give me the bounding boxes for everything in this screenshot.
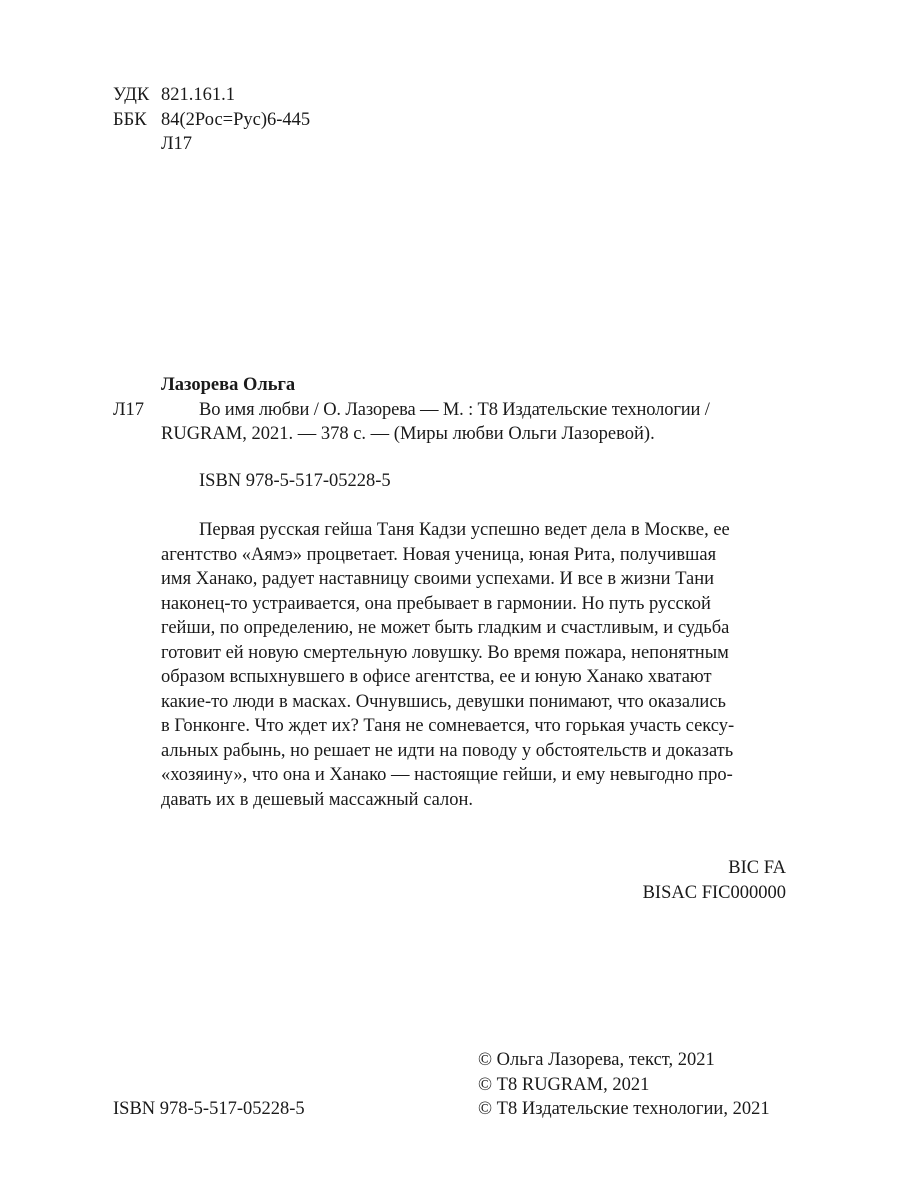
annotation-line: гейши, по определению, не может быть гладким и счастливым, и судьба bbox=[161, 618, 730, 638]
annotation-line: какие-то люди в масках. Очнувшись, девушки понимают, что оказались bbox=[161, 691, 726, 712]
bbk-value: 84(2Рос=Рус)6-445 bbox=[161, 109, 311, 130]
copyright-line: © Т8 RUGRAM, 2021 bbox=[478, 1074, 650, 1095]
annotation-line: готовит ей новую смертельную ловушку. Во время пожара, непонятным bbox=[161, 642, 729, 663]
bbk-row bbox=[113, 108, 310, 133]
author-mark-row bbox=[113, 132, 310, 157]
annotation-line: агентство «Аямэ» процветает. Новая ученица, юная Рита, получившая bbox=[161, 544, 717, 565]
copyright-line: © Ольга Лазорева, текст, 2021 bbox=[478, 1050, 715, 1070]
annotation-line: Первая русская гейша Таня Кадзи успешно ведет дела в Москве, ее bbox=[199, 520, 730, 540]
bib-author-mark: Л17 bbox=[113, 400, 145, 420]
classification-block bbox=[113, 83, 310, 157]
annotation-line: образом вспыхнувшего в офисе агентства, ее и юную Ханако хватают bbox=[161, 667, 712, 687]
udk-value: 821.161.1 bbox=[161, 85, 235, 105]
annotation-line: в Гонконге. Что ждет их? Таня не сомневается, что горькая участь сексу- bbox=[161, 716, 735, 736]
bic-code: BIC FA bbox=[728, 858, 786, 878]
annotation-line: наконец-то устраивается, она пребывает в гармонии. Но путь русской bbox=[161, 593, 711, 614]
bib-line-2: RUGRAM, 2021. — 378 с. — (Миры любви Ольги Лазоревой). bbox=[161, 424, 655, 444]
udk-row bbox=[113, 83, 310, 108]
bib-isbn: ISBN 978-5-517-05228-5 bbox=[199, 471, 391, 491]
footer-isbn: ISBN 978-5-517-05228-5 bbox=[113, 1099, 305, 1119]
bisac-code: BISAC FIC000000 bbox=[642, 882, 786, 903]
copyright-line: © Т8 Издательские технологии, 2021 bbox=[478, 1099, 770, 1119]
author-name: Лазорева Ольга bbox=[161, 375, 296, 395]
annotation-paragraph bbox=[161, 518, 786, 812]
annotation-line: альных рабынь, но решает не идти на поводу у обстоятельств и доказать bbox=[161, 740, 734, 761]
classification-author-mark: Л17 bbox=[161, 134, 193, 154]
udk-label: УДК bbox=[113, 85, 150, 105]
annotation-line: имя Ханако, радует наставницу своими успехами. И все в жизни Тани bbox=[161, 569, 715, 589]
subject-codes bbox=[643, 856, 786, 905]
bbk-label: ББК bbox=[113, 109, 147, 130]
annotation-line: «хозяину», что она и Ханако — настоящие гейши, и ему невыгодно про- bbox=[161, 765, 733, 785]
copyright-block bbox=[478, 1048, 770, 1122]
annotation-line: давать их в дешевый массажный салон. bbox=[161, 789, 474, 810]
bib-line-1-text: Во имя любви / О. Лазорева — М. : Т8 Издательские технологии / bbox=[199, 400, 710, 420]
bib-line-1 bbox=[199, 398, 784, 423]
